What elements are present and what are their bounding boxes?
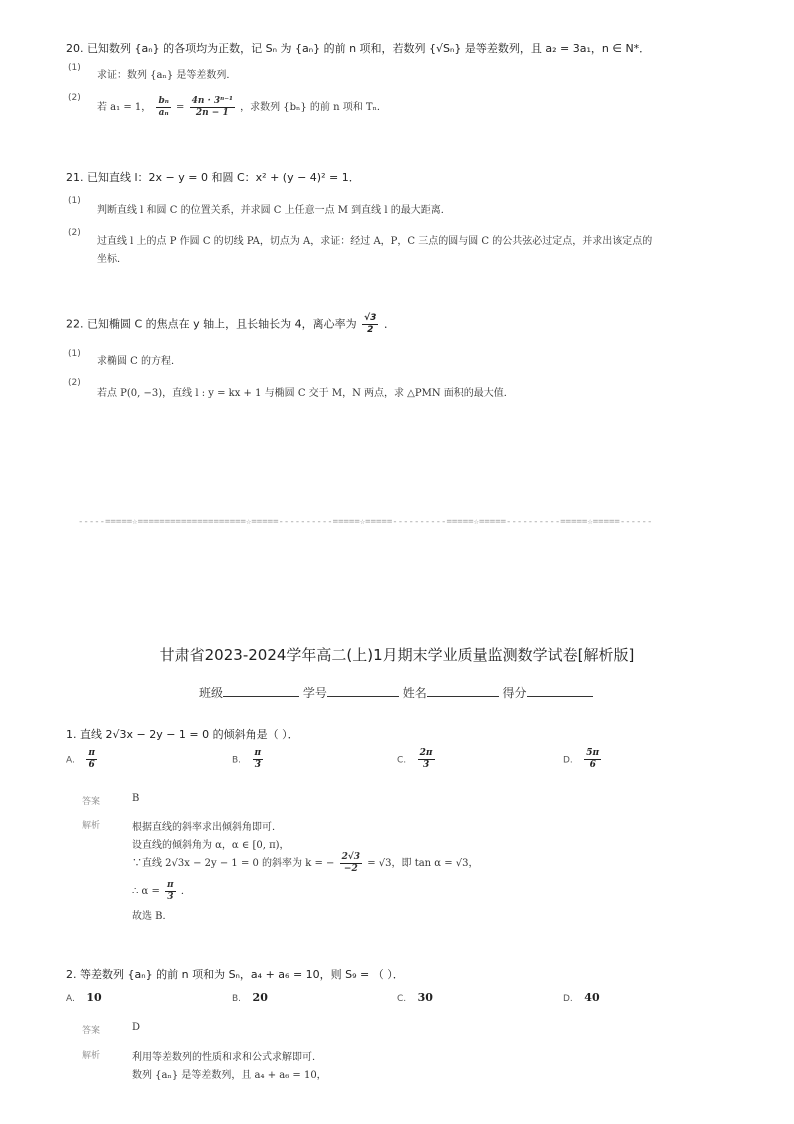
q2-option-b-label: B. [232,994,242,1004]
q2-option-c-value: 30 [417,991,433,1004]
q1-option-a-fraction [86,748,97,771]
q2-option-d [563,991,600,1004]
q1-option-d-num: 5π [586,748,600,758]
q22-part1-number: (1) [68,349,81,359]
section-divider: -----=====☆====================☆=====----------=====☆=====----------=====☆=====----------=====☆=====------ [78,517,653,527]
q1-option-b [232,748,265,771]
page-title: 甘肃省2023-2024学年高二(上)1月期末学业质量监测数学试卷[解析版] [159,646,635,664]
q22-part2-number: (2) [68,378,81,388]
q1-sol4-fraction [165,880,176,903]
name-blank [427,684,499,697]
q1-option-c-fraction [418,748,435,771]
q1-option-d-label: D. [563,755,573,766]
q2-option-b [232,991,268,1004]
q2-analysis-label: 解析 [82,1051,101,1061]
q22-heading-prefix: 22. 已知椭圆 C 的焦点在 y 轴上，且长轴长为 4，离心率为 [66,317,357,331]
q1-option-c-num: 2π [419,748,433,758]
q1-answer-value: B [132,793,140,804]
q1-option-a-label: A. [66,755,75,766]
q22-frac-numerator: √3 [364,313,377,323]
q1-sol3-suffix: = √3，即 tan α = √3， [367,858,479,869]
q1-sol4-suffix: ． [180,886,191,897]
q1-solution-line2: 设直线的倾斜角为 α，α ∈ [0, π)， [132,840,290,851]
q1-solution-line1: 根据直线的斜率求出倾斜角即可． [132,822,282,833]
student-id-blank [327,684,399,697]
student-info-line [199,684,593,701]
q22-frac-denominator: 2 [367,325,374,335]
q22-heading [66,313,395,336]
q2-option-a-label: A. [66,994,75,1004]
q1-sol4-prefix: ∴ α = [132,886,160,897]
q1-option-d-den: 6 [589,760,596,770]
q1-option-b-label: B. [232,755,242,766]
q2-option-a-value: 10 [86,991,102,1004]
q20-part2-prefix: 若 a₁ = 1， [97,102,152,113]
q1-sol4-den: 3 [167,892,174,902]
q2-option-c-label: C. [397,994,407,1004]
q1-option-d-fraction [584,748,601,771]
q20-frac2-numerator: 4n · 3ⁿ⁻¹ [191,96,233,106]
q20-part1-text: 求证：数列 {aₙ} 是等差数列． [97,70,237,81]
q2-solution-line1: 利用等差数列的性质和求和公式求解即可． [132,1052,322,1063]
score-label: 得分 [502,686,527,700]
q2-answer-label: 答案 [82,1026,101,1036]
q21-part2-number: (2) [68,228,81,238]
student-id-label: 学号 [302,686,327,700]
q20-frac1-denominator: aₙ [158,108,169,118]
q2-heading: 2. 等差数列 {aₙ} 的前 n 项和为 Sₙ，a₄ + a₆ = 10，则 S₉ = （ ）． [66,968,404,981]
name-label: 姓名 [402,686,427,700]
q20-frac2-denominator: 2n − 1 [195,108,229,118]
q20-frac1-numerator: bₙ [158,96,169,106]
q20-part1-number: (1) [68,63,81,73]
q2-option-a [66,991,102,1004]
q2-option-d-label: D. [563,994,573,1004]
q22-part1-text: 求椭圆 C 的方程． [97,356,182,367]
q2-option-d-value: 40 [584,991,600,1004]
q1-sol4-num: π [167,880,174,890]
q2-option-c [397,991,433,1004]
q2-option-b-value: 20 [252,991,268,1004]
q21-part2-text-line1: 过直线 l 上的点 P 作圆 C 的切线 PA，切点为 A，求证：经过 A，P，C 三点的圆与圆 C 的公共弦必过定点，并求出该定点的 [97,236,653,247]
q1-option-b-den: 3 [254,760,261,770]
class-blank [223,684,299,697]
q1-solution-line5: 故选 B． [132,911,173,922]
q20-part2-number: (2) [68,93,81,103]
q1-option-c [397,748,437,771]
q1-sol3-num: 2√3 [341,852,361,862]
q20-fraction-rhs [190,96,235,119]
q1-option-c-den: 3 [422,760,430,770]
q21-part2-text-line2: 坐标． [97,254,127,265]
score-blank [527,684,593,697]
q22-eccentricity-fraction [362,313,378,336]
q20-part2-suffix: ，求数列 {bₙ} 的前 n 项和 Tₙ． [240,102,387,113]
q22-heading-suffix: ． [383,317,395,331]
q1-option-d [563,748,603,771]
q1-sol3-prefix: ∵直线 2√3x − 2y − 1 = 0 的斜率为 k = − [132,858,335,869]
q21-part1-number: (1) [68,196,81,206]
q20-equals: = [176,102,185,113]
q2-solution-line2: 数列 {aₙ} 是等差数列，且 a₄ + a₆ = 10， [132,1070,327,1081]
q1-option-a-num: π [88,748,95,758]
q1-option-a [66,748,99,771]
q1-solution-line3 [132,852,479,875]
q20-heading: 20. 已知数列 {aₙ} 的各项均为正数，记 Sₙ 为 {aₙ} 的前 n 项和，若数列 {√Sₙ} 是等差数列，且 a₂ = 3a₁，n ∈ N*． [66,42,651,55]
q22-part2-text: 若点 P(0, −3)，直线 l : y = kx + 1 与椭圆 C 交于 M，N 两点，求 △PMN 面积的最大值． [97,388,514,399]
q1-option-b-fraction [253,748,264,771]
q1-sol3-den: −2 [343,864,358,874]
q21-part1-text: 判断直线 l 和圆 C 的位置关系，并求圆 C 上任意一点 M 到直线 l 的最大距离． [97,205,451,216]
q20-fraction-b-over-a [156,96,170,119]
q1-sol3-fraction [340,852,362,875]
q1-solution-line4 [132,880,191,903]
class-label: 班级 [199,686,224,700]
q1-heading: 1. 直线 2√3x − 2y − 1 = 0 的倾斜角是（ ）． [66,728,299,741]
q1-answer-label: 答案 [82,797,101,807]
q1-analysis-label: 解析 [82,821,101,831]
q1-option-b-num: π [254,748,262,758]
q2-answer-value: D [132,1022,141,1033]
q1-option-a-den: 6 [88,760,95,770]
q20-part2-text [97,96,387,119]
q21-heading: 21. 已知直线 l：2x − y = 0 和圆 C：x² + (y − 4)² = 1． [66,171,360,184]
q1-option-c-label: C. [397,755,407,766]
